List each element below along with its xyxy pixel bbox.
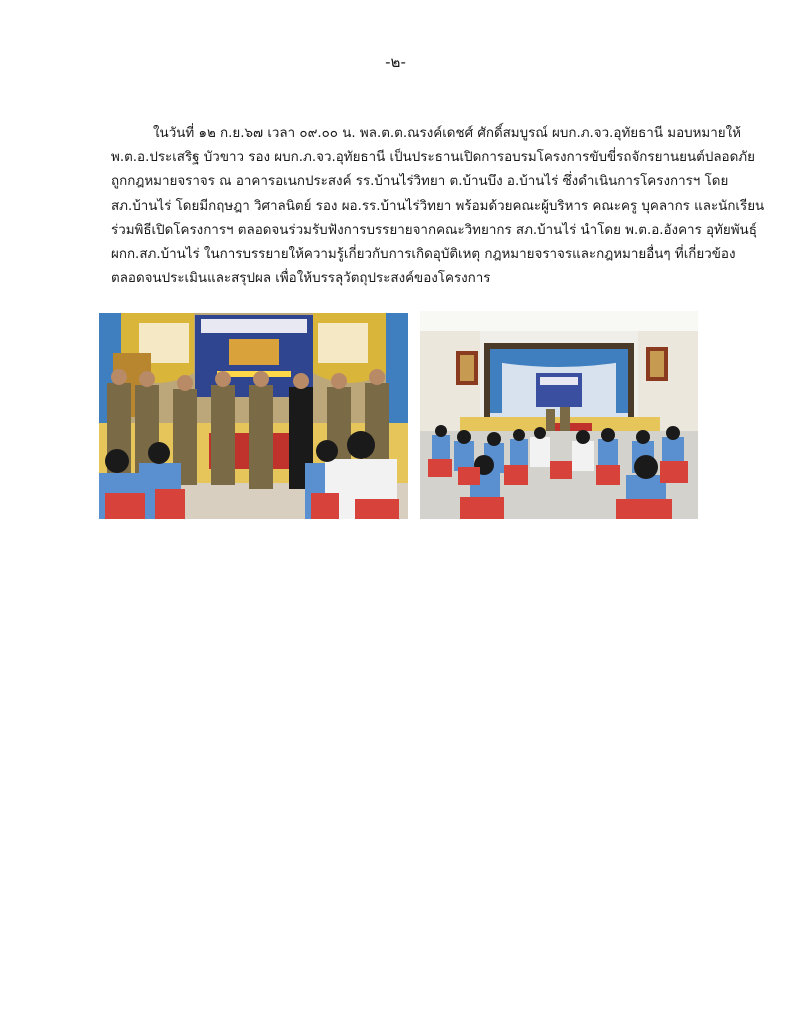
paragraph-line: ในวันที่ ๑๒ ก.ย.๖๗ เวลา ๐๙.๐๐ น. พล.ต.ต.ณรงค์เดชศ์ ศักดิ์สมบูรณ์ ผบก.ภ.จว.อุทัยธานี มอบหมายให้ [153, 126, 741, 141]
paragraph-line: ผกก.สภ.บ้านไร่ ในการบรรยายให้ความรู้เกี่ยวกับการเกิดอุบัติเหตุ กฎหมายจราจรและกฎหมายอื่นๆ ที่เกี่ยวข้อง [111, 247, 736, 263]
paragraph-line: ตลอดจนประเมินและสรุปผล เพื่อให้บรรลุวัตถุประสงค์ของโครงการ [111, 271, 491, 287]
paragraph-line: สภ.บ้านไร่ โดยมีกฤษฎา วิศาลนิตย์ รอง ผอ.รร.บ้านไร่วิทยา พร้อมด้วยคณะผู้บริหาร คณะครู บุคลากร และนักเรียน [111, 198, 765, 214]
photo-officers-group-image [99, 313, 408, 519]
photo-hall-audience [420, 311, 698, 519]
paragraph-line: ร่วมพิธีเปิดโครงการฯ ตลอดจนร่วมรับฟังการบรรยายจากคณะวิทยากร สภ.บ้านไร่ นำโดย พ.ต.อ.อังคาร อุทัยพันธุ์ [111, 222, 757, 238]
photo-hall-audience-image [420, 311, 698, 519]
photo-officers-group [99, 313, 408, 519]
page-number: -๒- [385, 53, 406, 71]
paragraph-line: พ.ต.อ.ประเสริฐ บัวขาว รอง ผบก.ภ.จว.อุทัยธานี เป็นประธานเปิดการอบรมโครงการขับขี่รถจักรยานยนต์ปลอดภัย [111, 150, 755, 166]
body-paragraph [111, 122, 765, 291]
paragraph-line: ถูกกฎหมายจราจร ณ อาคารอเนกประสงค์ รร.บ้านไร่วิทยา ต.บ้านบึง อ.บ้านไร่ ซึ่งดำเนินการโครงการฯ โดย [111, 174, 729, 190]
